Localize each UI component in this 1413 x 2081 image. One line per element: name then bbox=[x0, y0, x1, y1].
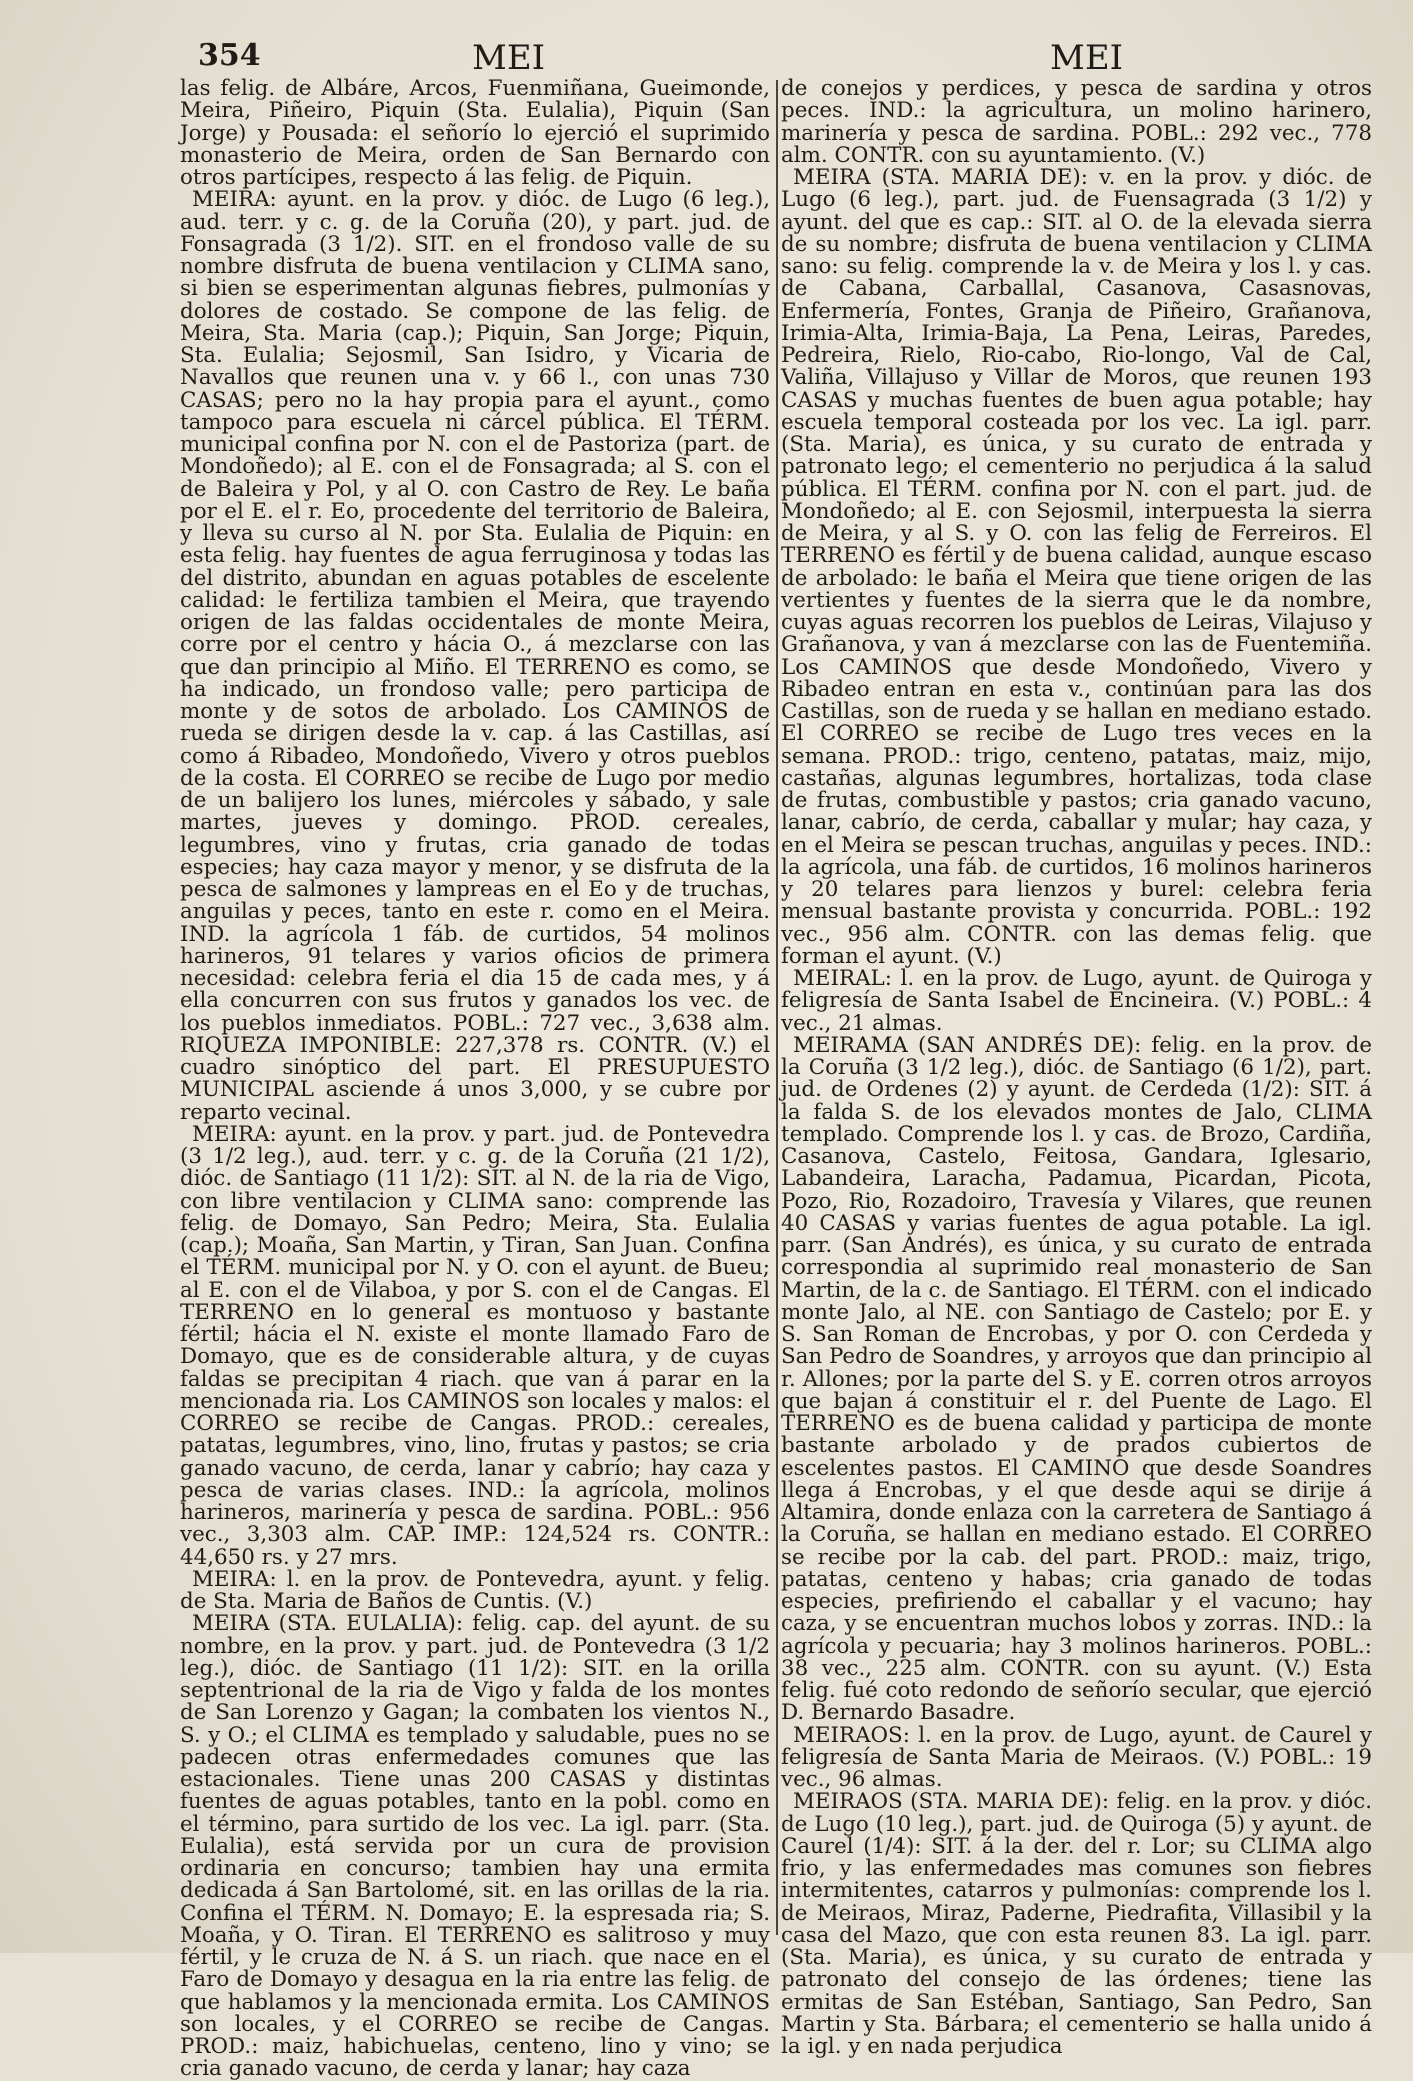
entry-meira-ayunt-pontevedra: MEIRA: ayunt. en la prov. y part. jud. de Pontevedra (3 1/2 leg.), aud. terr. y c. g. de la Coruña (21 1/2), dióc. de Santiago (11 1/2): SIT. al N. de la ria de Vigo, con libre ventilacion y CLIMA sano: comprende las felig. de Domayo, San Pedro; Meira, Sta. Eulalia (cap.); Moaña, San Martin, y Tiran, San Juan. Confina el TÉRM. municipal por N. y O. con el ayunt. de Bueu; al E. con el de Vilaboa, y por S. con el de Cangas. El TERRENO en lo general es montuoso y bastante fértil; hácia el N. existe el monte llamado Faro de Domayo, que es de considerable altura, y de cuyas faldas se precipitan 4 riach. que van á parar en la mencionada ria. Los CAMINOS son locales y malos: el CORREO se recibe de Cangas. PROD.: cereales, patatas, legumbres, vino, lino, frutas y pastos; se cria ganado vacuno, de cerda, lanar y cabrío; hay caza y pesca de varias clases. IND.: la agrícola, molinos harineros, marinería y pesca de sardina. POBL.: 956 vec., 3,303 alm. CAP. IMP.: 124,524 rs. CONTR.: 44,650 rs. y 27 mrs. bbox=[180, 1121, 770, 1570]
entry-meira-ayunt-lugo: MEIRA: ayunt. en la prov. y dióc. de Lugo (6 leg.), aud. terr. y c. g. de la Coruña (20), y part. jud. de Fonsagrada (3 1/2). SIT. en el frondoso valle de su nombre disfruta de buena ventilacion y CLIMA sano, si bien se esperimentan algunas fiebres, pulmonías y dolores de costado. Se compone de las felig. de Meira, Sta. Maria (cap.); Piquin, San Jorge; Piquin, Sta. Eulalia; Sejosmil, San Isidro, y Vicaria de Navallos que reunen una v. y 66 l., con unas 730 CASAS; pero no la hay propia para el ayunt., como tampoco para escuela ni cárcel pública. El TÉRM. municipal confina por N. con el de Pastoriza (part. de Mondoñedo); al E. con el de Fonsagrada; al S. con el de Baleira y Pol, y al O. con Castro de Rey. Le baña por el E. el r. Eo, procedente del territorio de Baleira, y lleva su curso al N. por Sta. Eulalia de Piquin: en esta felig. hay fuentes de agua ferruginosa y todas las del distrito, abundan en aguas potables de escelente calidad: le fertiliza tambien el Meira, que trayendo origen de las faldas occidentales de monte Meira, corre por el centro y hácia O., á mezclarse con las que dan principio al Miño. El TERRENO es como, se ha indicado, un frondoso valle; pero participa de monte y de sotos de arbolado. Los CAMINOS de rueda se dirigen desde la v. cap. á las Castillas, así como á Ribadeo, Mondoñedo, Vivero y otros pueblos de la costa. El CORREO se recibe de Lugo por medio de un balijero los lunes, miércoles y sábado, y sale martes, jueves y domingo. PROD. cereales, legumbres, vino y frutas, cria ganado de todas especies; hay caza mayor y menor, y se disfruta de la pesca de salmones y lampreas en el Eo y de truchas, anguilas y peces, tanto en este r. como en el Meira. IND. la agrícola 1 fáb. de curtidos, 54 molinos harineros, 91 telares y varios oficios de primera necesidad: celebra feria el dia 15 de cada mes, y á ella concurren con sus frutos y ganados los vec. de los pueblos inmediatos. POBL.: 727 vec., 3,638 alm. RIQUEZA IMPONIBLE: 227,378 rs. CONTR. (V.) el cuadro sinóptico del part. El PRESUPUESTO MUNICIPAL asciende á unos 3,000, y se cubre por reparto vecinal. bbox=[180, 187, 770, 1125]
left-running-headword: MEI bbox=[472, 38, 546, 78]
entry-continuation-conejos: de conejos y perdices, y pesca de sardina y otros peces. IND.: la agricultura, un molino harinero, marinería y pesca de sardina. POBL.: 292 vec., 778 alm. CONTR. con su ayuntamiento. (V.) bbox=[781, 76, 1372, 168]
entry-meiraos-sta-maria: MEIRAOS (STA. MARIA DE): felig. en la prov. y dióc. de Lugo (10 leg.), part. jud. de Quiroga (5) y ayunt. de Caurel (1/4): SIT. á la der. del r. Lor; su CLIMA algo frio, y las enfermedades mas comunes son fiebres intermitentes, catarros y pulmonías: comprende los l. de Meiraos, Miraz, Paderne, Piedrafita, Villasibil y la casa del Mazo, que con esta reunen 83. La igl. parr. (Sta. Maria), es única, y su curato de entrada y patronato del consejo de las órdenes; tiene las ermitas de San Estéban, Santiago, San Pedro, San Martin y Sta. Bárbara; el cementerio se halla unido á la igl. y en nada perjudica bbox=[781, 1789, 1372, 2059]
entry-meiraos-lugar: MEIRAOS: l. en la prov. de Lugo, ayunt. de Caurel y feligresía de Santa Maria de Meiraos. (V.) POBL.: 19 vec., 96 almas. bbox=[781, 1722, 1372, 1792]
entry-meira-sta-maria: MEIRA (STA. MARIA DE): v. en la prov. y dióc. de Lugo (6 leg.), part. jud. de Fuensagrada (3 1/2) y ayunt. del que es cap.: SIT. al O. de la elevada sierra de su nombre; disfruta de buena ventilacion y CLIMA sano: su felig. comprende la v. de Meira y los l. y cas. de Cabana, Carballal, Casanova, Casasnovas, Enfermería, Fontes, Granja de Piñeiro, Grañanova, Irimia-Alta, Irimia-Baja, La Pena, Leiras, Paredes, Pedreira, Rielo, Rio-cabo, Rio-longo, Val de Cal, Valiña, Villajuso y Villar de Moros, que reunen 193 CASAS y muchas fuentes de buen agua potable; hay escuela temporal costeada por los vec. La igl. parr. (Sta. Maria), es única, y su curato de entrada y patronato lego; el cementerio no perjudica á la salud pública. El TÉRM. confina por N. con el part. jud. de Mondoñedo; al E. con Sejosmil, interpuesta la sierra de Meira, y al S. y O. con las felig de Ferreiros. El TERRENO es fértil y de buena calidad, aunque escaso de arbolado: le baña el Meira que tiene origen de las vertientes y fuentes de la sierra que le da nombre, cuyas aguas recorren los pueblos de Leiras, Vilajuso y Grañanova, y van á mezclarse con las de Fuentemiña. Los CAMINOS que desde Mondoñedo, Vivero y Ribadeo entran en esta v., continúan para las dos Castillas, son de rueda y se hallan en mediano estado. El CORREO se recibe de Lugo tres veces en la semana. PROD.: trigo, centeno, patatas, maiz, mijo, castañas, algunas legumbres, hortalizas, toda clase de frutas, combustible y pastos; cria ganado vacuno, lanar, cabrío, de cerda, caballar y mular; hay caza, y en el Meira se pescan truchas, anguilas y peces. IND.: la agrícola, una fáb. de curtidos, 16 molinos harineros y 20 telares para lienzos y burel: celebra feria mensual bastante provista y concurrida. POBL.: 192 vec., 956 alm. CONTR. con las demas felig. que forman el ayunt. (V.) bbox=[781, 165, 1372, 969]
entry-meira-lugar-cuntis: MEIRA: l. en la prov. de Pontevedra, ayunt. y felig. de Sta. Maria de Baños de Cuntis. (V.) bbox=[180, 1566, 770, 1614]
entry-meirama: MEIRAMA (SAN ANDRÉS DE): felig. en la prov. de la Coruña (3 1/2 leg.), dióc. de Santiago (6 1/2), part. jud. de Ordenes (2) y ayunt. de Cerdeda (1/2): SIT. á la falda S. de los elevados montes de Jalo, CLIMA templado. Comprende los l. y cas. de Brozo, Cardiña, Casanova, Castelo, Feitosa, Gandara, Iglesario, Labandeira, Laracha, Padamua, Picardan, Picota, Pozo, Rio, Rozadoiro, Travesía y Vilares, que reunen 40 CASAS y varias fuentes de agua potable. La igl. parr. (San Andrés), es única, y su curato de entrada correspondia al suprimido real monasterio de San Martin, de la c. de Santiago. El TÉRM. con el indicado monte Jalo, al NE. con Santiago de Castelo; por E. y S. San Roman de Encrobas, y por O. con Cerdeda y San Pedro de Soandres, y arroyos que dan principio al r. Allones; por la parte del S. y E. corren otros arroyos que bajan á constituir el r. del Puente de Lago. El TERRENO es de buena calidad y participa de monte bastante arbolado y de prados cubiertos de escelentes pastos. El CAMINO que desde Soandres llega á Encrobas, y el que desde aqui se dirije á Altamira, donde enlaza con la carretera de Santiago á la Coruña, se hallan en mediano estado. El CORREO se recibe por la cab. del part. PROD.: maiz, trigo, patatas, centeno y habas; cria ganado de todas especies, prefiriendo el caballar y el vacuno; hay caza, y se encuentran muchos lobos y zorras. IND.: la agrícola y pecuaria; hay 3 molinos harineros. POBL.: 38 vec., 225 alm. CONTR. con su ayunt. (V.) Esta felig. fué coto redondo de señorío secular, que ejerció D. Bernardo Basadre. bbox=[781, 1032, 1372, 1726]
entry-meiral: MEIRAL: l. en la prov. de Lugo, ayunt. de Quiroga y feligresía de Santa Isabel de Encineira. (V.) POBL.: 4 vec., 21 almas. bbox=[781, 966, 1372, 1036]
right-column bbox=[781, 76, 1372, 2059]
right-running-headword: MEI bbox=[1050, 38, 1124, 78]
page-header bbox=[0, 38, 1413, 78]
page-number: 354 bbox=[198, 38, 261, 73]
entry-continuation-pousada: las felig. de Albáre, Arcos, Fuenmiñana, Gueimonde, Meira, Piñeiro, Piquin (Sta. Eulalia), Piquin (San Jorge) y Pousada: el señorío lo ejerció el suprimido monasterio de Meira, orden de San Bernardo con otros partícipes, respecto á las felig. de Piquin. bbox=[180, 76, 770, 190]
entry-meira-sta-eulalia: MEIRA (STA. EULALIA): felig. cap. del ayunt. de su nombre, en la prov. y part. jud. de Pontevedra (3 1/2 leg.), dióc. de Santiago (11 1/2): SIT. en la orilla septentrional de la ria de Vigo y falda de los montes de San Lorenzo y Gagan; la combaten los vientos N., S. y O.; el CLIMA es templado y saludable, pues no se padecen otras enfermedades comunes que las estacionales. Tiene unas 200 CASAS y distintas fuentes de aguas potables, tanto en la pobl. como en el término, para surtido de los vec. La igl. parr. (Sta. Eulalia), está servida por un cura de provision ordinaria en concurso; tambien hay una ermita dedicada á San Bartolomé, sit. en las orillas de la ria. Confina el TÉRM. N. Domayo; E. la espresada ria; S. Moaña, y O. Tiran. El TERRENO es salitroso y muy fértil, y le cruza de N. á S. un riach. que nace en el Faro de Domayo y desagua en la ria entre las felig. de que hablamos y la mencionada ermita. Los CAMINOS son locales, y el CORREO se recibe de Cangas. PROD.: maiz, habichuelas, centeno, lino y vino; se cria ganado vacuno, de cerda y lanar; hay caza bbox=[180, 1611, 770, 2081]
left-column bbox=[180, 76, 770, 2081]
column-divider bbox=[776, 80, 778, 1935]
